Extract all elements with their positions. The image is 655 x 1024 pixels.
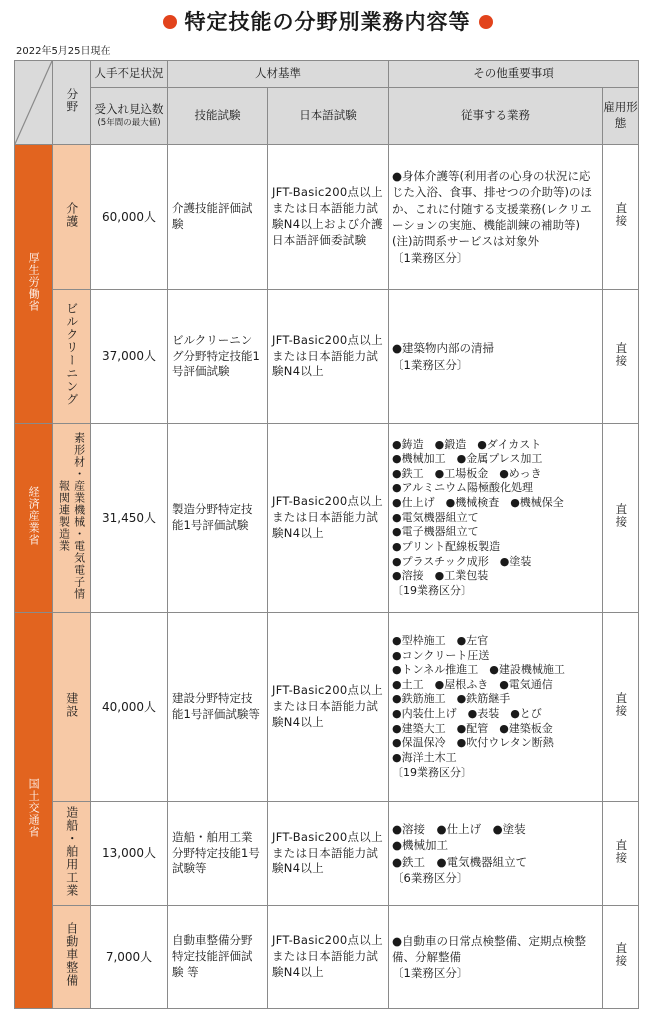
- work-line: 〔19業務区分〕: [392, 583, 472, 597]
- work-line: ●型枠施工 ●左官: [392, 633, 489, 647]
- field-cell: 素形材・産業機械・電気電子情報関連製造業: [53, 424, 91, 613]
- header-field: 分野: [53, 61, 91, 145]
- number-cell: 7,000人: [91, 906, 168, 1009]
- field-cell: 介護: [53, 145, 91, 290]
- field-cell: 造船・舶用工業: [53, 802, 91, 906]
- work-line: ●海洋土木工: [392, 750, 457, 764]
- ministry-mhlw: 厚生労働省: [15, 145, 53, 424]
- work-line: 〔1業務区分〕: [392, 250, 469, 265]
- work-line: ●溶接 ●工業包装: [392, 569, 489, 583]
- header-skill-test: 技能試験: [168, 88, 268, 145]
- employment-cell: 直接: [603, 290, 639, 424]
- skill-test-cell: 建設分野特定技能1号評価試験等: [168, 613, 268, 802]
- work-line: ●コンクリート圧送: [392, 648, 490, 662]
- field-cell: ビルクリーニング: [53, 290, 91, 424]
- work-line: ●鉄工 ●電気機器組立て: [392, 854, 528, 869]
- work-line: ●鉄筋施工 ●鉄筋継手: [392, 692, 511, 706]
- header-shortage-group: 人手不足状況: [91, 61, 168, 88]
- skill-test-cell: ビルクリーニング分野特定技能1号評価試験: [168, 290, 268, 424]
- skill-test-cell: 介護技能評価試験: [168, 145, 268, 290]
- header-standard-group: 人材基準: [168, 61, 389, 88]
- work-line: ●プラスチック成形 ●塗装: [392, 554, 532, 568]
- date-note: 2022年5月25日現在: [16, 46, 111, 57]
- skill-test-cell: 造船・舶用工業分野特定技能1号試験等: [168, 802, 268, 906]
- header-shortage-col: 受入れ見込数 (5年間の最大値): [91, 88, 168, 145]
- work-cell: [389, 613, 603, 802]
- header-japanese-test: 日本語試験: [268, 88, 389, 145]
- work-line: ●機械加工: [392, 838, 449, 853]
- japanese-test-cell: JFT-Basic200点以上または日本語能力試験N4以上および介護日本語評価委試験: [268, 145, 389, 290]
- employment-cell: 直接: [603, 424, 639, 613]
- work-line: ●トンネル推進工 ●建設機械施工: [392, 663, 565, 677]
- work-line: ●仕上げ ●機械検査 ●機械保全: [392, 496, 564, 510]
- field-cell: 自動車整備: [53, 906, 91, 1009]
- ministry-mlit: 国土交通省: [15, 613, 53, 1009]
- work-line: 〔1業務区分〕: [392, 966, 469, 981]
- japanese-test-cell: JFT-Basic200点以上または日本語能力試験N4以上: [268, 613, 389, 802]
- bullet-dot-icon: [163, 15, 177, 29]
- work-line: 〔1業務区分〕: [392, 357, 469, 372]
- work-cell: [389, 145, 603, 290]
- work-cell: [389, 290, 603, 424]
- header-work: 従事する業務: [389, 88, 603, 145]
- diagonal-line-icon: [15, 61, 52, 144]
- work-line: ●自動車の日常点検整備、定期点検整備、分解整備: [392, 933, 587, 964]
- work-line: ●プリント配線板製造: [392, 539, 501, 553]
- japanese-test-cell: JFT-Basic200点以上または日本語能力試験N4以上: [268, 290, 389, 424]
- japanese-test-cell: JFT-Basic200点以上または日本語能力試験N4以上: [268, 424, 389, 613]
- number-cell: 13,000人: [91, 802, 168, 906]
- work-line: ●溶接 ●仕上げ ●塗装: [392, 821, 526, 836]
- work-line: ●内装仕上げ ●表装 ●とび: [392, 707, 542, 720]
- work-line: 〔6業務区分〕: [392, 870, 469, 885]
- work-cell: [389, 424, 603, 613]
- work-line: ●アルミニウム陽極酸化処理: [392, 481, 534, 495]
- work-line: ●鋳造 ●鍛造 ●ダイカスト: [392, 437, 542, 451]
- work-cell: [389, 906, 603, 1009]
- employment-cell: 直接: [603, 802, 639, 906]
- ministry-meti: 経済産業省: [15, 424, 53, 613]
- number-cell: 60,000人: [91, 145, 168, 290]
- work-line: ●電気機器組立て: [392, 510, 479, 524]
- bullet-dot-icon: [479, 15, 493, 29]
- employment-cell: 直接: [603, 906, 639, 1009]
- japanese-test-cell: JFT-Basic200点以上または日本語能力試験N4以上: [268, 802, 389, 906]
- work-line: (注)訪問系サービスは対象外: [392, 234, 539, 249]
- work-line: ●建築大工 ●配管 ●建築板金: [392, 721, 553, 735]
- japanese-test-cell: JFT-Basic200点以上または日本語能力試験N4以上: [268, 906, 389, 1009]
- work-line: ●電子機器組立て: [392, 525, 479, 539]
- employment-cell: 直接: [603, 145, 639, 290]
- header-other-group: その他重要事項: [389, 61, 639, 88]
- skill-test-cell: 製造分野特定技能1号評価試験: [168, 424, 268, 613]
- work-line: 〔19業務区分〕: [392, 765, 472, 779]
- header-employment: 雇用形態: [603, 88, 639, 145]
- page-title: [0, 6, 655, 36]
- employment-cell: 直接: [603, 613, 639, 802]
- work-line: ●保温保冷 ●吹付ウレタン断熱: [392, 736, 554, 750]
- skills-table: [14, 60, 639, 1009]
- title-text: 特定技能の分野別業務内容等: [184, 10, 471, 34]
- work-line: ●機械加工 ●金属プレス加工: [392, 452, 543, 466]
- skill-test-cell: 自動車整備分野特定技能評価試験 等: [168, 906, 268, 1009]
- work-line: ●身体介護等(利用者の心身の状況に応じた入浴、食事、排せつの介助等)のほか、これに付随する支援業務(レクリエーションの実施、機能訓練の補助等): [392, 169, 592, 232]
- number-cell: 31,450人: [91, 424, 168, 613]
- field-cell: 建設: [53, 613, 91, 802]
- number-cell: 40,000人: [91, 613, 168, 802]
- work-cell: [389, 802, 603, 906]
- work-line: ●土工 ●屋根ふき ●電気通信: [392, 677, 553, 691]
- work-line: ●鉄工 ●工場板金 ●めっき: [392, 466, 542, 480]
- header-corner: [15, 61, 53, 145]
- work-line: ●建築物内部の清掃: [392, 341, 495, 356]
- number-cell: 37,000人: [91, 290, 168, 424]
